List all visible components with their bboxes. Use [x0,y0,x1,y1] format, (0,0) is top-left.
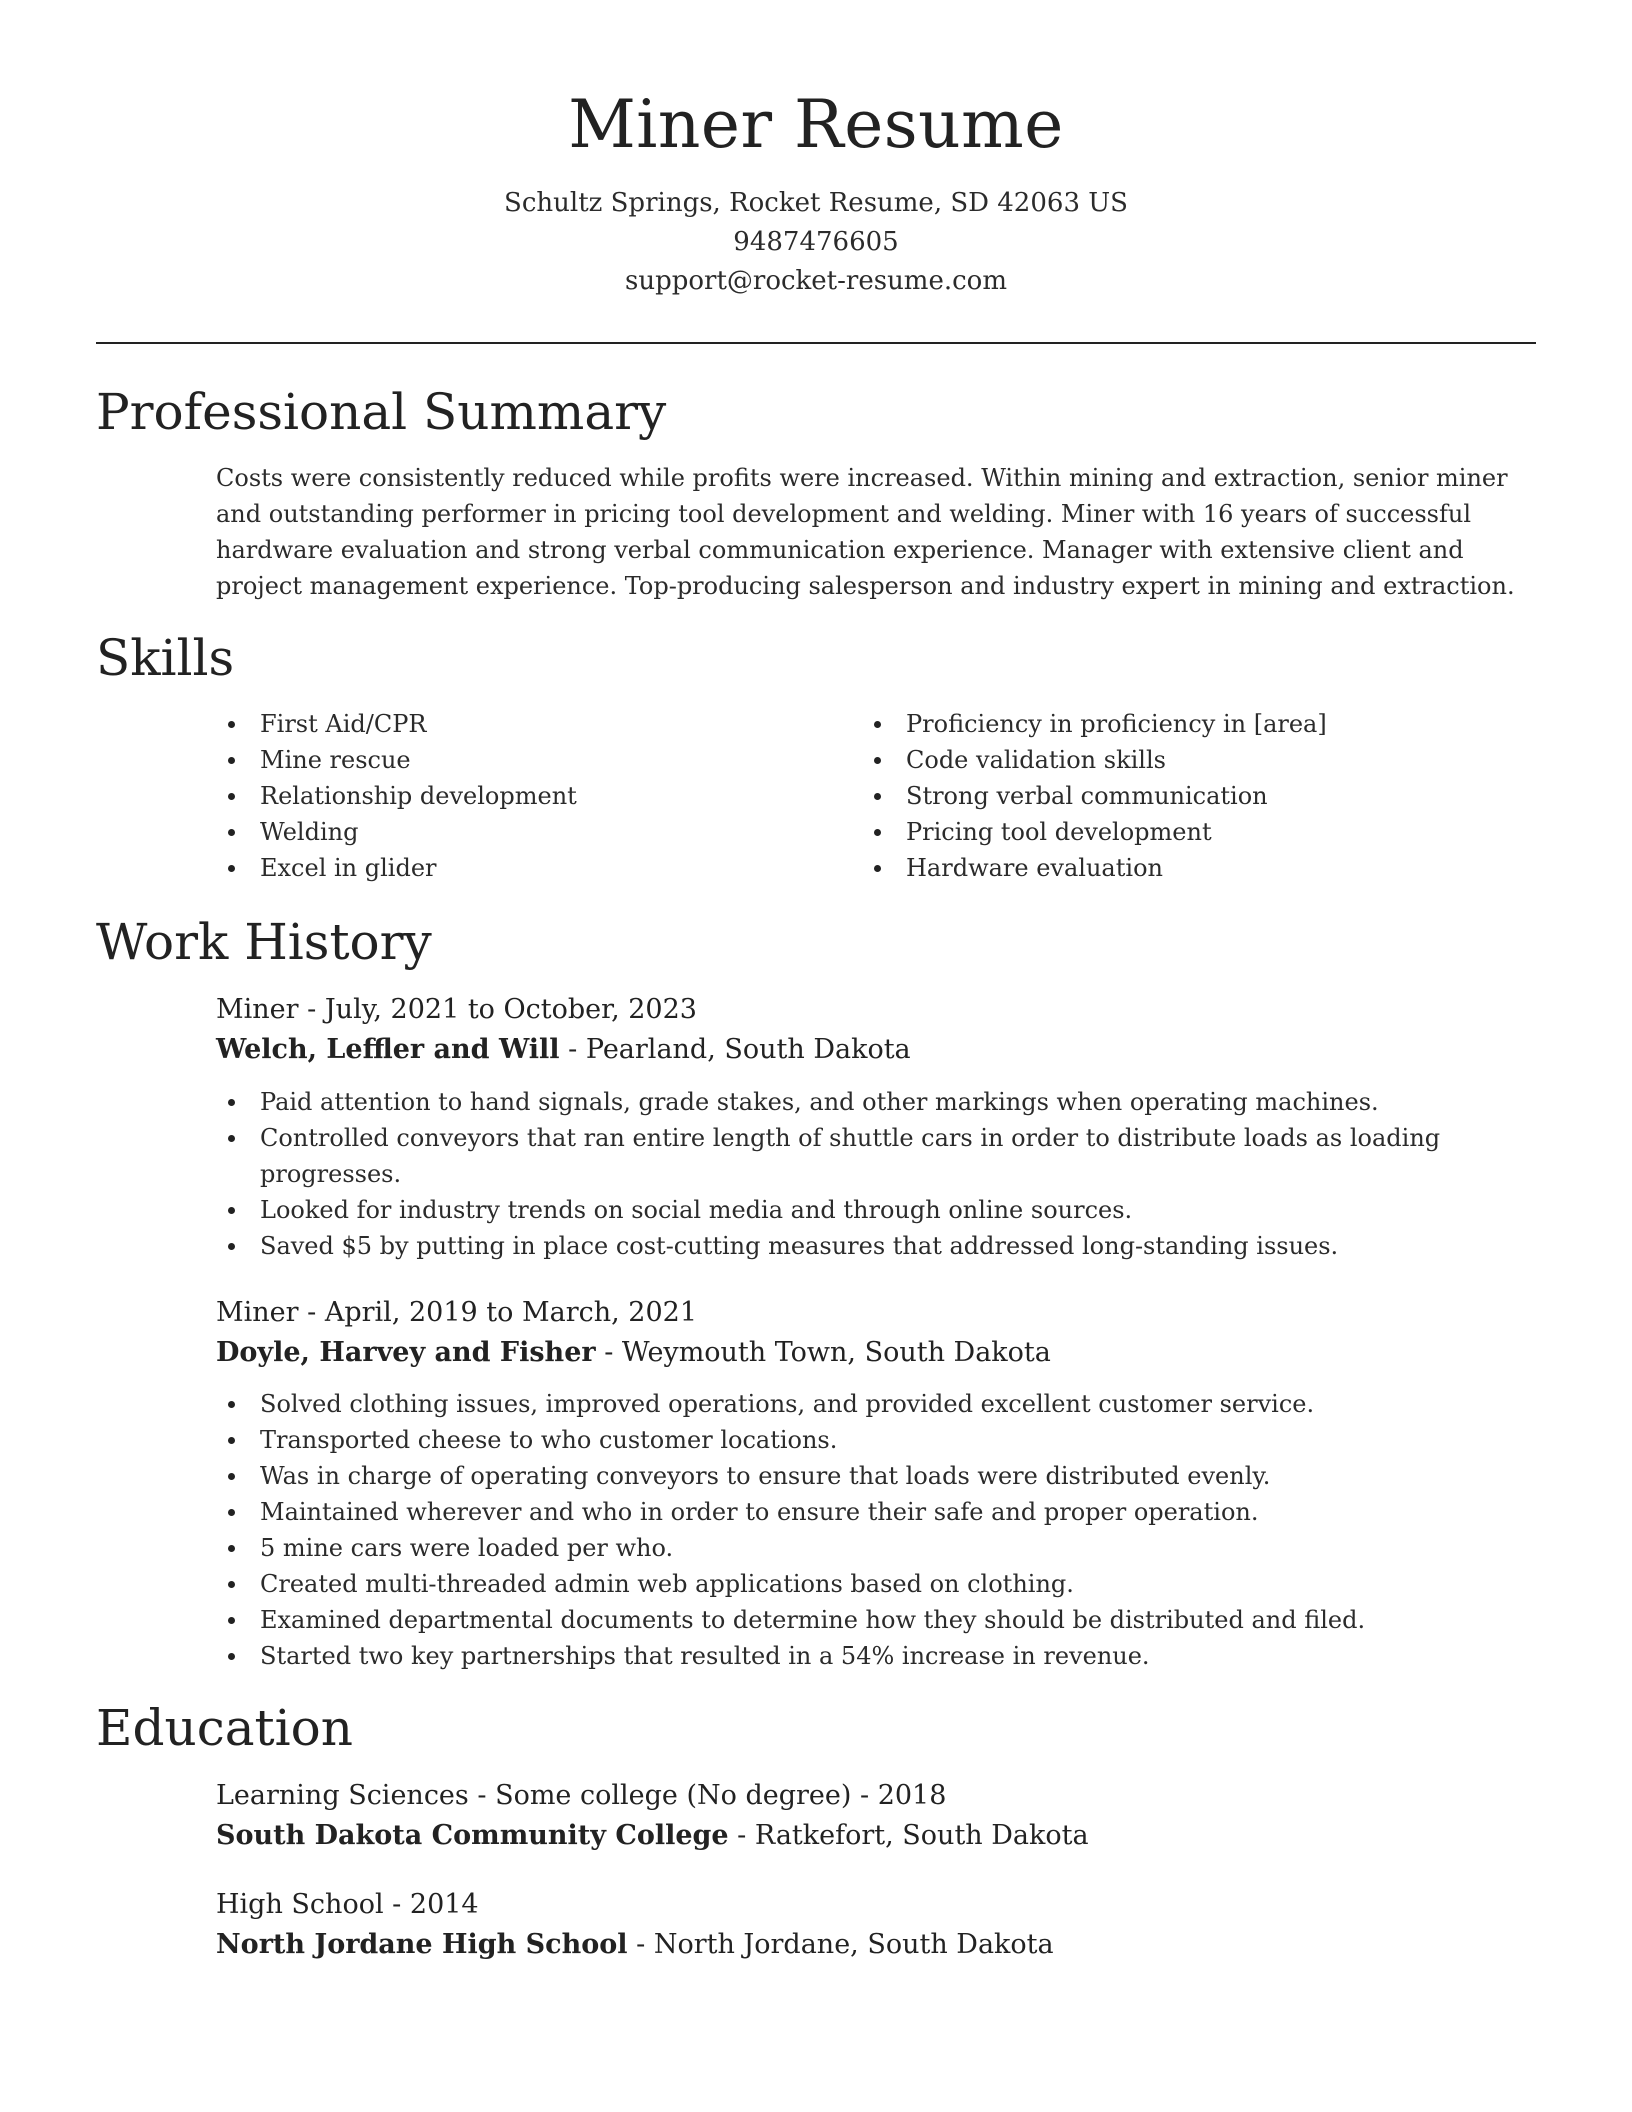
education-degree-line: Learning Sciences - Some college (No degree) - 2018 [216,1780,947,1811]
contact-email: support@rocket-resume.com [624,266,1007,296]
contact-phone: 9487476605 [733,227,899,257]
job-bullet: Was in charge of operating conveyors to ensure that loads were distributed evenly. [216,1458,1536,1494]
job-title-line: Miner - July, 2021 to October, 2023 [216,994,697,1025]
work-history-heading: Work History [96,913,432,971]
job-bullets [216,1386,1536,1674]
job-title: Miner [216,1297,299,1328]
job-bullet: Maintained wherever and who in order to ensure their safe and proper operation. [216,1494,1536,1530]
education-heading: Education [96,1699,353,1757]
education-school-line: North Jordane High School - North Jordane, South Dakota [216,1929,1054,1960]
job-bullet: Looked for industry trends on social media and through online sources. [216,1192,1536,1228]
education-degree: Some college (No degree) [495,1780,852,1811]
skill-item: Hardware evaluation [862,850,1502,886]
skill-item: Mine rescue [216,742,856,778]
job-bullet: Saved $5 by putting in place cost-cutting measures that addressed long-standing issues. [216,1228,1536,1264]
education-field: High School [216,1889,384,1920]
education-degree-line: High School - 2014 [216,1889,479,1920]
job-title-line: Miner - April, 2019 to March, 2021 [216,1297,698,1328]
job-location: Weymouth Town, South Dakota [621,1337,1051,1368]
skill-item: Welding [216,814,856,850]
job-bullet: Paid attention to hand signals, grade stakes, and other markings when operating machines. [216,1084,1536,1120]
education-field: Learning Sciences [216,1780,469,1811]
skill-item: Proficiency in proficiency in [area] [862,706,1502,742]
education-year: 2014 [409,1889,479,1920]
job-bullets [216,1084,1536,1264]
job-company: Welch, Leffler and Will [216,1034,560,1065]
job-dates: July, 2021 to October, 2023 [324,994,697,1025]
job-company-line: Welch, Leffler and Will - Pearland, South Dakota [216,1034,911,1065]
education-school: North Jordane High School [216,1929,628,1960]
job-bullet: Started two key partnerships that resulted in a 54% increase in revenue. [216,1638,1536,1674]
job-company-line: Doyle, Harvey and Fisher - Weymouth Town, South Dakota [216,1337,1051,1368]
education-entry [216,1776,1536,1856]
skill-item: Code validation skills [862,742,1502,778]
summary-heading: Professional Summary [96,383,667,441]
education-entry [216,1885,1536,1965]
job-bullet: Controlled conveyors that ran entire length of shuttle cars in order to distribute loads as loading progresses. [216,1120,1536,1192]
resume-name: Miner Resume [568,86,1064,163]
job-location: Pearland, South Dakota [585,1034,911,1065]
skill-item: Strong verbal communication [862,778,1502,814]
job-bullet: 5 mine cars were loaded per who. [216,1530,1536,1566]
job-entry [216,1293,1536,1373]
job-dates: April, 2019 to March, 2021 [324,1297,698,1328]
header-divider [96,342,1536,344]
job-bullet: Transported cheese to who customer locations. [216,1422,1536,1458]
job-company: Doyle, Harvey and Fisher [216,1337,596,1368]
resume-header [0,80,1632,301]
job-bullet: Examined departmental documents to determine how they should be distributed and filed. [216,1602,1536,1638]
education-year: 2018 [877,1780,947,1811]
education-location: Ratkefort, South Dakota [754,1820,1089,1851]
contact-address: Schultz Springs, Rocket Resume, SD 42063 US [504,188,1128,218]
skill-item: First Aid/CPR [216,706,856,742]
summary-text: Costs were consistently reduced while profits were increased. Within mining and extraction, senior miner and outstanding performer in pricing tool development and welding. Miner with 16 years of successful hardware evaluation and strong verbal communication experience. Manager with extensive client and project management experience. Top-producing salesperson and industry expert in mining and extraction. [216,464,1515,600]
job-bullet: Solved clothing issues, improved operations, and provided excellent customer service. [216,1386,1536,1422]
skill-item: Excel in glider [216,850,856,886]
skill-item: Pricing tool development [862,814,1502,850]
skills-list-right [862,706,1502,886]
education-location: North Jordane, South Dakota [653,1929,1054,1960]
education-school: South Dakota Community College [216,1820,729,1851]
skill-item: Relationship development [216,778,856,814]
education-school-line: South Dakota Community College - Ratkefort, South Dakota [216,1820,1089,1851]
job-title: Miner [216,994,299,1025]
skills-heading: Skills [96,629,235,687]
job-bullet: Created multi-threaded admin web applications based on clothing. [216,1566,1536,1602]
job-entry [216,990,1536,1070]
skills-list-left [216,706,856,886]
